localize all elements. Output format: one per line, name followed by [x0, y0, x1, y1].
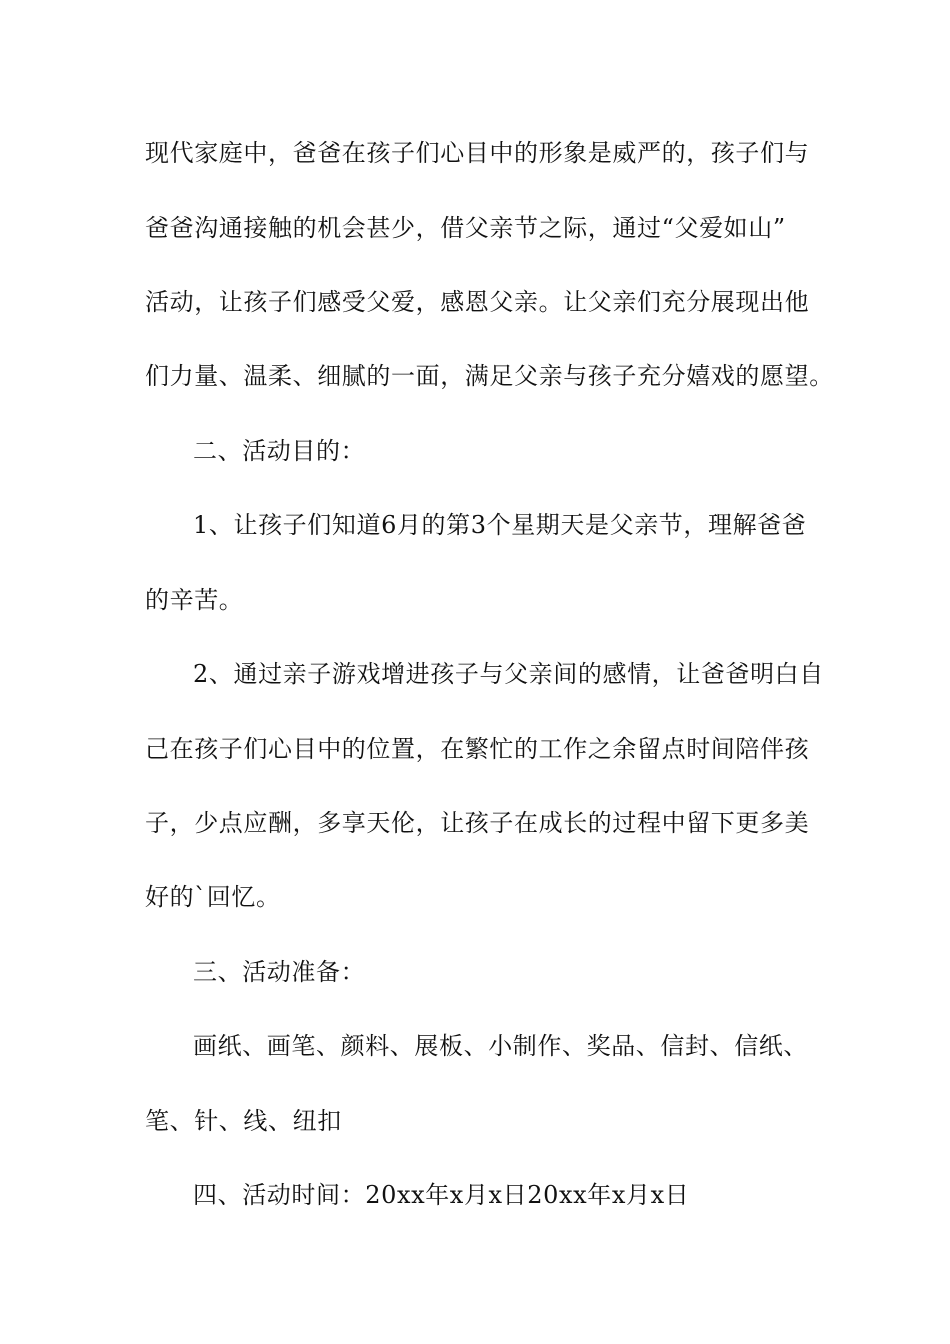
purpose-item-1-line-2: 的辛苦。	[145, 586, 244, 614]
section-heading-preparation: 三、活动准备：	[193, 958, 366, 986]
paragraph-intro-line-3: 活动，让孩子们感受父爱，感恩父亲。让父亲们充分展现出他	[145, 288, 810, 316]
paragraph-intro-line-2: 爸爸沟通接触的机会甚少，借父亲节之际，通过“父爱如山”	[145, 214, 786, 242]
purpose-item-2-line-4: 好的`回忆。	[145, 883, 281, 911]
preparation-list-line-1: 画纸、画笔、颜料、展板、小制作、奖品、信封、信纸、	[193, 1032, 808, 1060]
paragraph-intro-line-4: 们力量、温柔、细腻的一面，满足父亲与孩子充分嬉戏的愿望。	[145, 362, 834, 390]
section-heading-time: 四、活动时间：20xx年x月x日20xx年x月x日	[193, 1181, 690, 1209]
purpose-item-2-line-1: 2、通过亲子游戏增进孩子与父亲间的感情，让爸爸明白自	[193, 660, 824, 688]
purpose-item-2-line-3: 子，少点应酬，多享天伦，让孩子在成长的过程中留下更多美	[145, 809, 810, 837]
purpose-item-1-line-1: 1、让孩子们知道6月的第3个星期天是父亲节，理解爸爸	[193, 511, 807, 539]
purpose-item-2-line-2: 己在孩子们心目中的位置，在繁忙的工作之余留点时间陪伴孩	[145, 735, 810, 763]
paragraph-intro-line-1: 现代家庭中，爸爸在孩子们心目中的形象是威严的，孩子们与	[145, 139, 810, 167]
section-heading-purpose: 二、活动目的：	[193, 437, 366, 465]
preparation-list-line-2: 笔、针、线、纽扣	[145, 1107, 342, 1135]
